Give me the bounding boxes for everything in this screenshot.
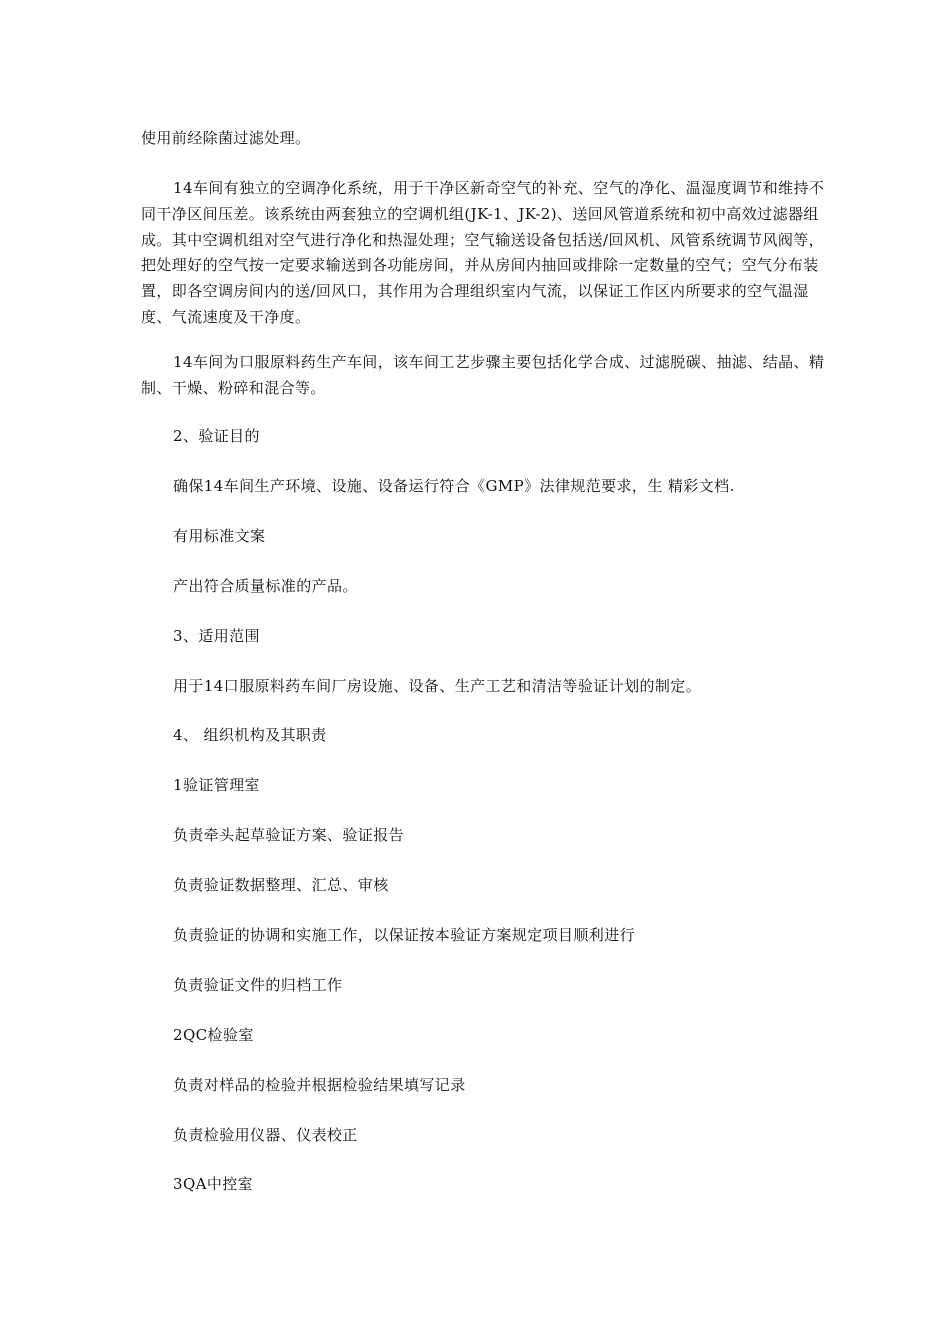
section-heading-validation-purpose: 2、验证目的 [173,427,260,445]
text-line: 负责验证数据整理、汇总、审核 [173,876,389,894]
subsection-heading: 2QC检验室 [173,1026,254,1044]
text-line: 负责验证文件的归档工作 [173,976,343,994]
text-line: 负责检验用仪器、仪表校正 [173,1126,358,1144]
subsection-heading: 3QA中控室 [173,1175,254,1193]
process-paragraph: 14车间为口服原料药生产车间，该车间工艺步骤主要包括化学合成、过滤脱碳、抽滤、结晶、精制、干燥、粉碎和混合等。 [141,353,825,397]
text-line: 负责牵头起草验证方案、验证报告 [173,826,405,844]
section-heading-organization: 4、 组织机构及其职责 [173,726,327,744]
hvac-system-paragraph: 14车间有独立的空调净化系统，用于干净区新奇空气的补充、空气的净化、温湿度调节和维持不同干净区间压差。该系统由两套独立的空调机组(JK-1、JK-2)、送回风管道系统和初中高效过滤器组成。其中空调机组对空气进行净化和热湿处理；空气输送设备包括送/回风机、风管系统调节风阀等，把处理好的空气按一定要求输送到各功能房间，并从房间内抽回或排除一定数量的空气；空气分布装置，即各空调房间内的送/回风口，其作用为合理组织室内气流，以保证工作区内所要求的空气温湿度、气流速度及干净度。 [141,179,825,326]
text-line: 有用标准文案 [173,527,266,545]
section-heading-scope: 3、适用范围 [173,627,260,645]
subsection-heading: 1验证管理室 [173,776,260,794]
text-line: 负责对样品的检验并根据检验结果填写记录 [173,1076,466,1094]
text-line: 产出符合质量标准的产品。 [173,577,358,595]
text-line: 确保14车间生产环境、设施、设备运行符合《GMP》法律规范要求，生 精彩文档. [173,477,735,495]
text-line: 负责验证的协调和实施工作，以保证按本验证方案规定项目顺利进行 [173,926,636,944]
opening-line: 使用前经除菌过滤处理。 [141,129,311,147]
text-line: 用于14口服原料药车间厂房设施、设备、生产工艺和清洁等验证计划的制定。 [173,677,702,695]
